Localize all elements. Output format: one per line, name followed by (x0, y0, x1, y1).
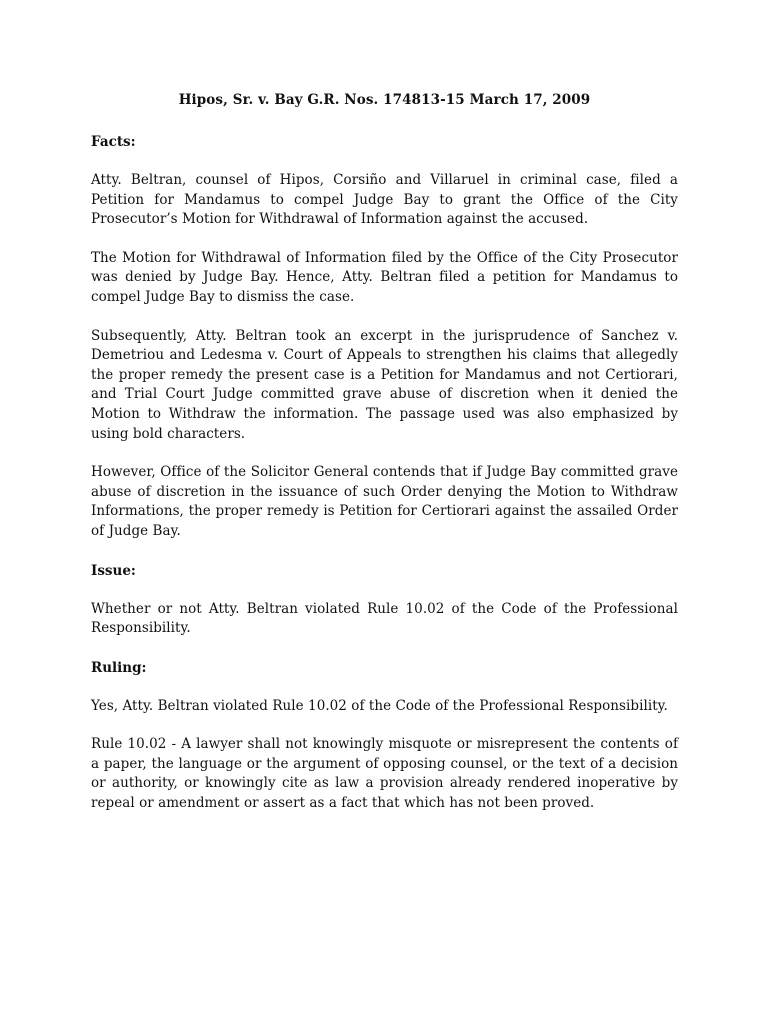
issue-paragraph: Whether or not Atty. Beltran violated Rule 10.02 of the Code of the Professional Responsibility. (91, 600, 678, 637)
ruling-heading: Ruling: (91, 659, 147, 676)
facts-paragraph-4: However, Office of the Solicitor General contends that if Judge Bay committed grave abuse of discretion in the issuance of such Order denying the Motion to Withdraw Informations, the proper remedy is Petition for Certiorari against the assailed Order of Judge Bay. (91, 464, 678, 539)
document-page (91, 90, 678, 833)
issue-heading: Issue: (91, 562, 136, 579)
facts-paragraph-3: Subsequently, Atty. Beltran took an excerpt in the jurisprudence of Sanchez v. Demetriou and Ledesma v. Court of Appeals to strengthen his claims that allegedly the proper remedy the present case is a Petition for Mandamus and not Certiorari, and Trial Court Judge committed grave abuse of discretion when it denied the Motion to Withdraw the information. The passage used was also emphasized by using bold characters. (91, 327, 678, 442)
facts-heading: Facts: (91, 134, 136, 150)
ruling-paragraph-1: Yes, Atty. Beltran violated Rule 10.02 of the Code of the Professional Responsibility. (91, 697, 668, 714)
facts-paragraph-2: The Motion for Withdrawal of Information filed by the Office of the City Prosecutor was denied by Judge Bay. Hence, Atty. Beltran filed a petition for Mandamus to compel Judge Bay to dismiss the case. (91, 249, 678, 305)
ruling-paragraph-2: Rule 10.02 - A lawyer shall not knowingly misquote or misrepresent the contents of a paper, the language or the argument of opposing counsel, or the text of a decision or authority, or knowingly cite as law a provision already rendered inoperative by repeal or amendment or assert as a fact that which has not been proved. (91, 736, 678, 812)
case-title: Hipos, Sr. v. Bay G.R. Nos. 174813-15 March 17, 2009 (178, 92, 591, 108)
facts-paragraph-1: Atty. Beltran, counsel of Hipos, Corsiño and Villaruel in criminal case, filed a Petition for Mandamus to compel Judge Bay to grant the Office of the City Prosecutor’s Motion for Withdrawal of Information against the accused. (91, 172, 678, 228)
